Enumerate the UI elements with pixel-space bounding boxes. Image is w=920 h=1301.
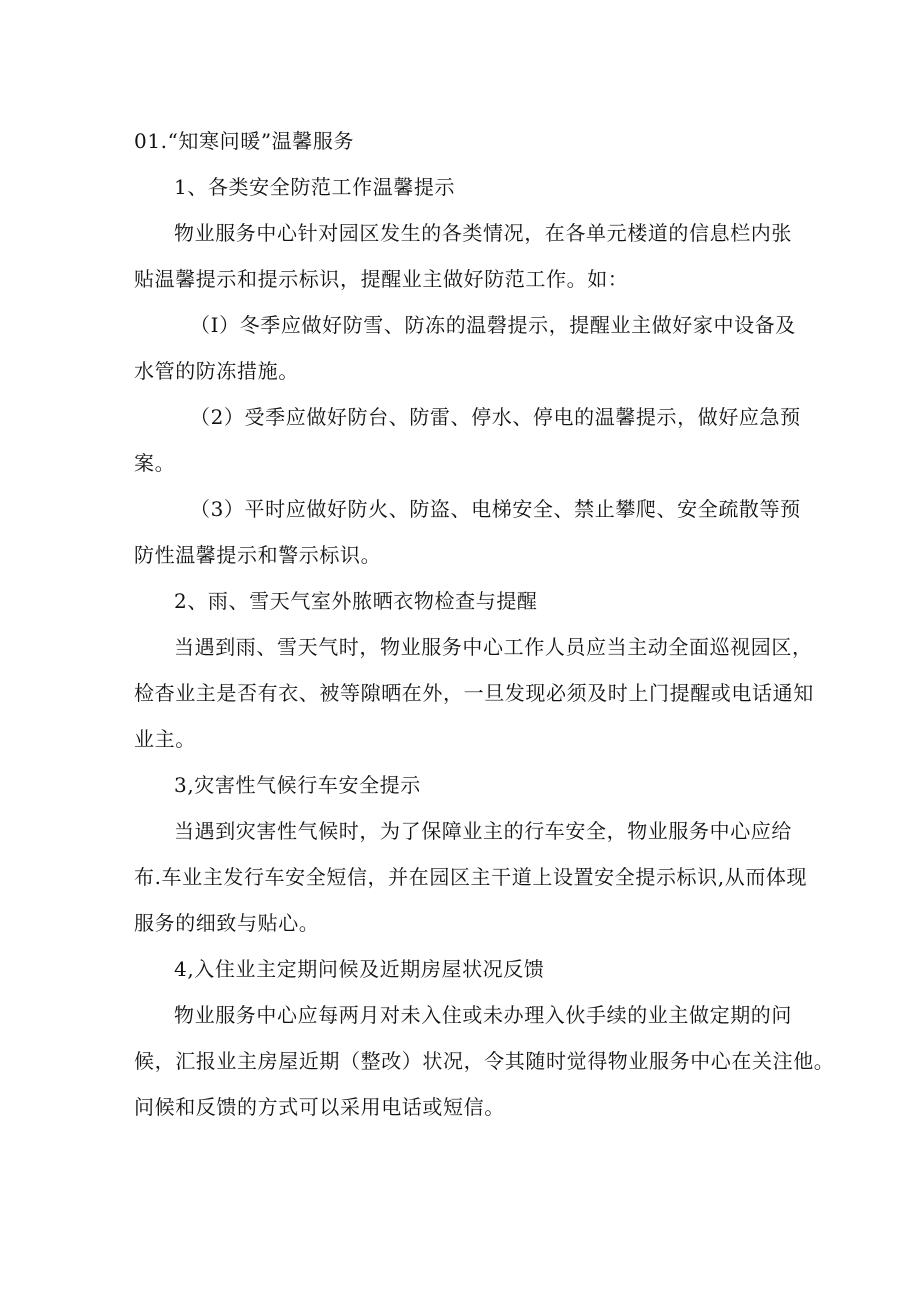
section-title: 01.“知寒问暖”温馨服务: [134, 129, 355, 153]
sub-item-line: （3）平时应做好防火、防盗、电梯安全、禁止攀爬、安全疏散等预: [190, 497, 801, 521]
sub-item-line: 防性温馨提示和警示标识。: [134, 543, 382, 567]
sub-item-line: （I）冬季应做好防雪、防冻的温磬提示，提醒业主做好家中设备及: [190, 313, 796, 337]
paragraph-line: 当遇到雨、雪天气时，物业服务中心工作人员应当主动全面巡视园区，: [174, 635, 813, 659]
item-heading-4: 4,入住业主定期问候及近期房屋状况反馈: [174, 957, 545, 981]
item-heading-3: 3,灾害性气候行车安全提示: [174, 773, 421, 797]
item-heading-2: 2、雨、雪天气室外脓晒衣物检查与提醒: [174, 589, 538, 613]
document-body: [134, 118, 835, 1130]
paragraph-line: 布.车业主发行车安全短信，并在园区主干道上设置安全提示标识,从而体现: [134, 865, 808, 889]
sub-item-line: 水管的防冻措施。: [134, 359, 299, 383]
item-heading-1: 1、各类安全防范工作温馨提示: [174, 175, 456, 199]
paragraph-line: 物业服务中心针对园区发生的各类情况，在各单元楼道的信息栏内张: [174, 221, 792, 245]
sub-item-line: （2）受季应做好防台、防雷、停水、停电的温馨提示，做好应急预: [190, 405, 801, 429]
paragraph-line: 业主。: [134, 727, 196, 751]
paragraph-line: 贴温馨提示和提示标识，提醒业主做好防范工作。如：: [134, 267, 629, 291]
paragraph-line: 候，汇报业主房屋近期（整改）状况，令其随时觉得物业服务中心在关注他。: [134, 1049, 835, 1073]
paragraph-line: 服务的细致与贴心。: [134, 911, 320, 935]
paragraph-line: 当遇到灾害性气候时，为了保障业主的行车安全，物业服务中心应给: [174, 819, 792, 843]
sub-item-line: 案。: [134, 451, 176, 475]
paragraph-line: 检杳业主是否有衣、被等隙晒在外，一旦发现必须及时上门提醒或电话通知: [134, 681, 814, 705]
paragraph-line: 问候和反馈的方式可以采用电话或短信。: [134, 1095, 505, 1119]
paragraph-line: 物业服务中心应每两月对未入住或未办理入伙手续的业主做定期的问: [174, 1003, 792, 1027]
